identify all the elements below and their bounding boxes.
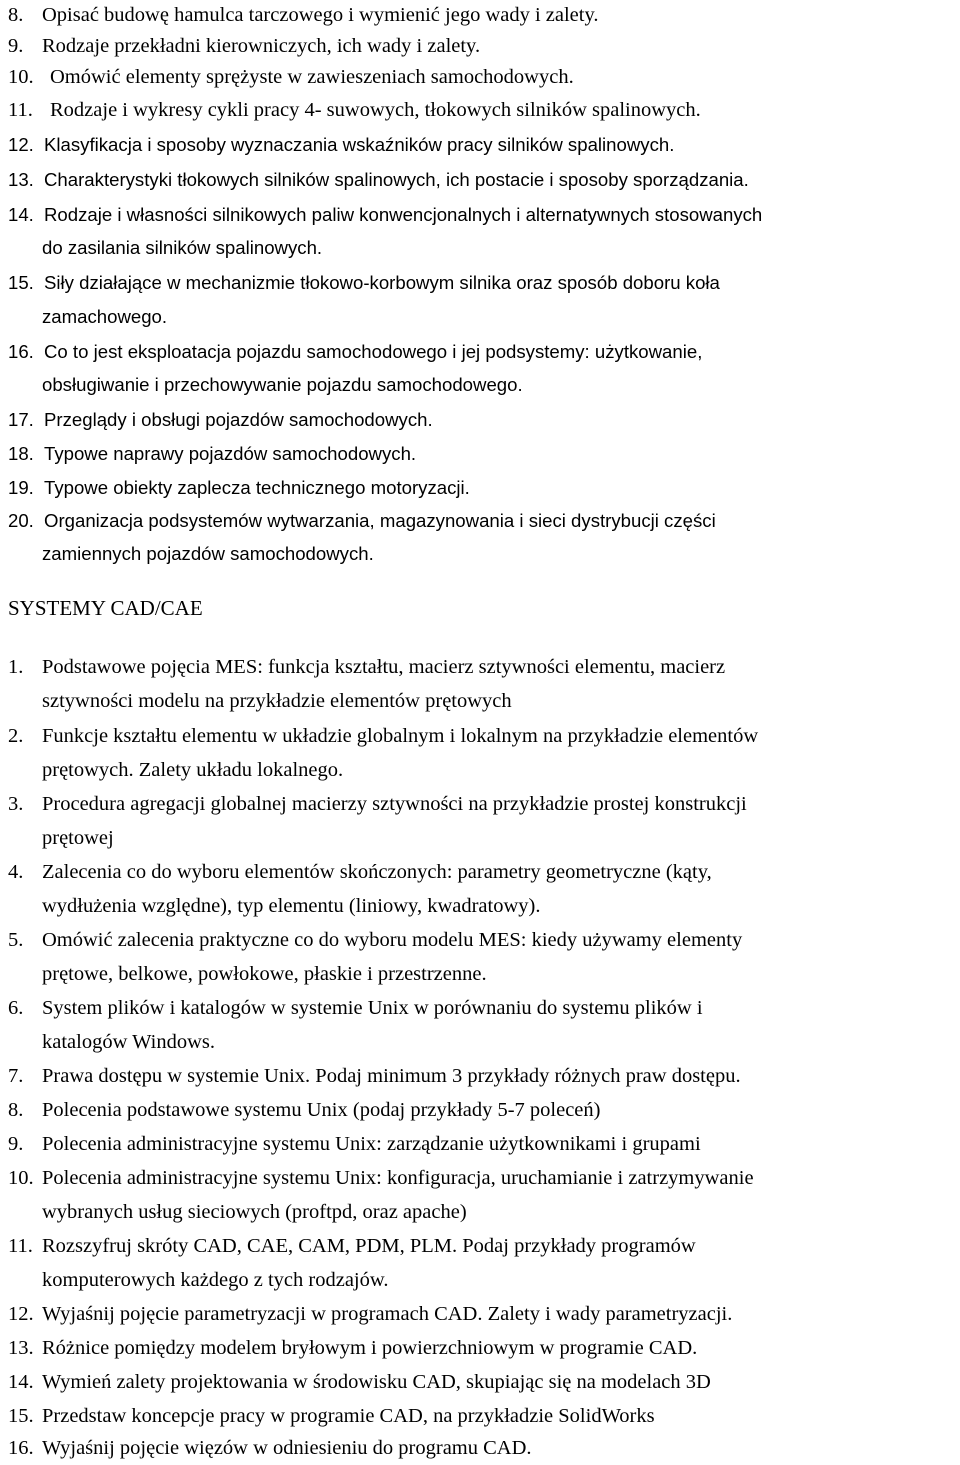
item-number: 9.	[8, 35, 24, 57]
list-item	[8, 439, 960, 469]
item-text: Polecenia administracyjne systemu Unix: konfiguracja, uruchamianie i zatrzymywanie	[42, 1167, 754, 1189]
list-item-continuation	[8, 1265, 960, 1295]
item-number: 16.	[8, 1437, 34, 1459]
item-number: 3.	[8, 793, 24, 815]
list-item-continuation	[8, 686, 960, 716]
item-text-continuation: sztywności modelu na przykładzie elementów prętowych	[42, 690, 512, 712]
item-text: Funkcje kształtu elementu w układzie globalnym i lokalnym na przykładzie elementów	[42, 725, 759, 747]
item-number: 18.	[8, 443, 34, 464]
item-number: 5.	[8, 929, 24, 951]
item-text: Typowe naprawy pojazdów samochodowych.	[44, 443, 417, 464]
item-number: 13.	[8, 1337, 34, 1359]
item-text: Rodzaje przekładni kierowniczych, ich wady i zalety.	[42, 35, 481, 57]
list-item	[8, 31, 960, 61]
item-text-continuation: katalogów Windows.	[42, 1031, 216, 1053]
item-text-continuation: zamachowego.	[42, 306, 168, 327]
item-text: Wyjaśnij pojęcie więzów w odniesieniu do programu CAD.	[42, 1437, 532, 1459]
item-text: Typowe obiekty zaplecza technicznego motoryzacji.	[44, 477, 470, 498]
list-item	[8, 200, 960, 230]
list-item	[8, 1401, 960, 1431]
item-number: 6.	[8, 997, 24, 1019]
item-number: 7.	[8, 1065, 24, 1087]
list-item-continuation	[8, 1027, 960, 1057]
list-item-continuation	[8, 539, 960, 569]
list-item	[8, 405, 960, 435]
list-item	[8, 1231, 960, 1261]
list-item	[8, 1061, 960, 1091]
item-text: System plików i katalogów w systemie Unix w porównaniu do systemu plików i	[42, 997, 703, 1019]
list-item-continuation	[8, 959, 960, 989]
list-item	[8, 1095, 960, 1125]
item-number: 10.	[8, 1167, 34, 1189]
list-item-continuation	[8, 891, 960, 921]
list-item	[8, 473, 960, 503]
item-text: Wyjaśnij pojęcie parametryzacji w programach CAD. Zalety i wady parametryzacji.	[42, 1303, 733, 1325]
item-number: 8.	[8, 4, 24, 26]
item-text-continuation: do zasilania silników spalinowych.	[42, 237, 323, 258]
section-heading: SYSTEMY CAD/CAE	[8, 596, 203, 620]
item-number: 8.	[8, 1099, 24, 1121]
item-text: Organizacja podsystemów wytwarzania, magazynowania i sieci dystrybucji części	[44, 510, 716, 531]
item-number: 16.	[8, 341, 34, 362]
item-text: Opisać budowę hamulca tarczowego i wymienić jego wady i zalety.	[42, 4, 599, 26]
list-item	[8, 1367, 960, 1397]
list-item-continuation	[8, 233, 960, 263]
item-text: Podstawowe pojęcia MES: funkcja kształtu, macierz sztywności elementu, macierz	[42, 656, 726, 678]
item-number: 15.	[8, 1405, 34, 1427]
list-item	[8, 789, 960, 819]
item-number: 14.	[8, 204, 34, 225]
list-item	[8, 165, 960, 195]
list-item	[8, 1163, 960, 1193]
item-number: 4.	[8, 861, 24, 883]
list-item	[8, 1299, 960, 1329]
item-text: Siły działające w mechanizmie tłokowo-korbowym silnika oraz sposób doboru koła	[44, 272, 720, 293]
item-text: Procedura agregacji globalnej macierzy sztywności na przykładzie prostej konstrukcji	[42, 793, 747, 815]
item-text: Zalecenia co do wyboru elementów skończonych: parametry geometryczne (kąty,	[42, 861, 712, 883]
item-text-continuation: komputerowych każdego z tych rodzajów.	[42, 1269, 389, 1291]
item-text: Omówić zalecenia praktyczne co do wyboru modelu MES: kiedy używamy elementy	[42, 929, 743, 951]
item-text-continuation: wydłużenia względne), typ elementu (liniowy, kwadratowy).	[42, 895, 541, 917]
list-item-continuation	[8, 1197, 960, 1227]
item-number: 1.	[8, 656, 24, 678]
list-item-continuation	[8, 755, 960, 785]
item-text: Rodzaje i własności silnikowych paliw konwencjonalnych i alternatywnych stosowanych	[44, 204, 763, 225]
list-item	[8, 857, 960, 887]
item-text: Wymień zalety projektowania w środowisku CAD, skupiając się na modelach 3D	[42, 1371, 711, 1393]
list-item	[8, 0, 960, 30]
list-item	[8, 925, 960, 955]
item-number: 13.	[8, 169, 34, 190]
item-text: Przeglądy i obsługi pojazdów samochodowych.	[44, 409, 433, 430]
item-text-continuation: prętowej	[42, 827, 114, 849]
item-number: 20.	[8, 510, 34, 531]
list-item	[8, 62, 960, 92]
item-text-continuation: zamiennych pojazdów samochodowych.	[42, 543, 374, 564]
list-item	[8, 1333, 960, 1363]
list-item	[8, 95, 960, 125]
item-text: Omówić elementy sprężyste w zawieszeniach samochodowych.	[50, 66, 574, 88]
item-text: Rodzaje i wykresy cykli pracy 4- suwowych, tłokowych silników spalinowych.	[50, 99, 701, 121]
item-number: 12.	[8, 134, 34, 155]
list-item	[8, 337, 960, 367]
item-text-continuation: prętowe, belkowe, powłokowe, płaskie i przestrzenne.	[42, 963, 487, 985]
item-number: 19.	[8, 477, 34, 498]
item-text: Różnice pomiędzy modelem bryłowym i powierzchniowym w programie CAD.	[42, 1337, 698, 1359]
item-number: 15.	[8, 272, 34, 293]
list-item-continuation	[8, 302, 960, 332]
item-number: 14.	[8, 1371, 34, 1393]
list-item	[8, 652, 960, 682]
list-item	[8, 1433, 960, 1463]
item-text-continuation: prętowych. Zalety układu lokalnego.	[42, 759, 344, 781]
item-text: Przedstaw koncepcje pracy w programie CAD, na przykładzie SolidWorks	[42, 1405, 655, 1427]
list-item	[8, 130, 960, 160]
list-item	[8, 268, 960, 298]
item-number: 2.	[8, 725, 24, 747]
item-text: Polecenia administracyjne systemu Unix: zarządzanie użytkownikami i grupami	[42, 1133, 701, 1155]
item-text: Polecenia podstawowe systemu Unix (podaj przykłady 5-7 poleceń)	[42, 1099, 601, 1121]
item-text-continuation: obsługiwanie i przechowywanie pojazdu samochodowego.	[42, 374, 523, 395]
list-item-continuation	[8, 370, 960, 400]
item-number: 11.	[8, 1235, 33, 1257]
item-number: 10.	[8, 66, 34, 88]
item-text: Charakterystyki tłokowych silników spalinowych, ich postacie i sposoby sporządzania.	[44, 169, 749, 190]
list-item	[8, 506, 960, 536]
item-number: 17.	[8, 409, 34, 430]
item-text: Co to jest eksploatacja pojazdu samochodowego i jej podsystemy: użytkowanie,	[44, 341, 703, 362]
item-number: 12.	[8, 1303, 34, 1325]
item-number: 11.	[8, 99, 33, 121]
list-item	[8, 993, 960, 1023]
list-item	[8, 1129, 960, 1159]
item-text: Rozszyfruj skróty CAD, CAE, CAM, PDM, PLM. Podaj przykłady programów	[42, 1235, 696, 1257]
item-number: 9.	[8, 1133, 24, 1155]
item-text: Prawa dostępu w systemie Unix. Podaj minimum 3 przykłady różnych praw dostępu.	[42, 1065, 741, 1087]
item-text: Klasyfikacja i sposoby wyznaczania wskaźników pracy silników spalinowych.	[44, 134, 675, 155]
item-text-continuation: wybranych usług sieciowych (proftpd, oraz apache)	[42, 1201, 467, 1223]
list-item-continuation	[8, 823, 960, 853]
list-item	[8, 721, 960, 751]
